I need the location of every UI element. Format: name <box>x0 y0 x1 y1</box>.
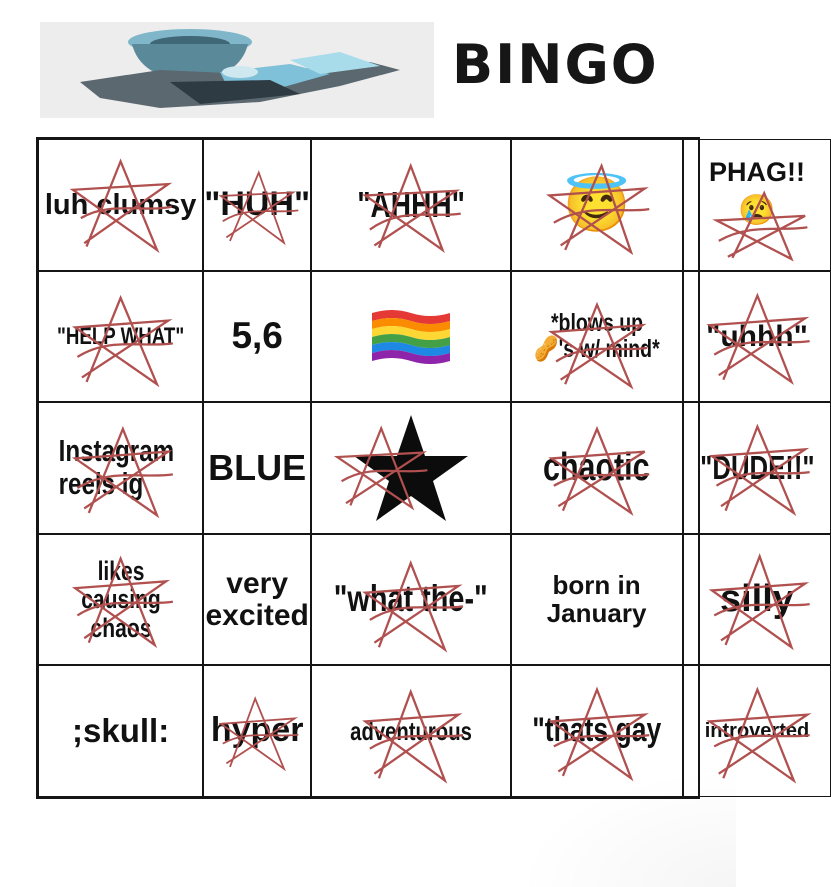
bingo-cell[interactable] <box>38 271 203 403</box>
bingo-cell[interactable] <box>511 402 683 534</box>
cell-label: "uhhh" <box>706 319 808 353</box>
bingo-title: BINGO <box>452 33 659 96</box>
bingo-cell[interactable] <box>203 402 311 534</box>
bingo-cell[interactable] <box>311 665 510 797</box>
cell-label: "what the-" <box>333 578 488 620</box>
cell-label: 5,6 <box>231 314 283 356</box>
bingo-cell[interactable] <box>311 402 510 534</box>
cell-label: born in January <box>546 570 647 628</box>
cell-label: "thats gay <box>532 711 662 750</box>
bingo-cell[interactable] <box>203 665 311 797</box>
bingo-cell[interactable] <box>683 402 831 534</box>
cell-label: BLUE <box>208 447 307 489</box>
bingo-grid <box>36 137 815 799</box>
crying-face-icon: 😢 <box>738 194 776 228</box>
cell-label: ;skull: <box>72 711 170 749</box>
cell-label: adventurous <box>349 715 472 746</box>
bingo-cell[interactable] <box>511 271 683 403</box>
cell-label: PHAG!! <box>708 157 805 187</box>
bingo-cell[interactable] <box>511 534 683 666</box>
bingo-cell[interactable] <box>683 139 831 271</box>
cell-label: hyper <box>210 711 304 750</box>
cell-label: luh clumsy <box>44 188 197 221</box>
cell-label: introverted <box>704 719 810 742</box>
cell-label: likes causing chaos <box>80 556 161 643</box>
bingo-cell[interactable] <box>38 139 203 271</box>
page-corner-shade <box>516 767 736 887</box>
cell-label: "HELP WHAT" <box>56 322 185 350</box>
bingo-cell[interactable] <box>683 534 831 666</box>
bingo-cell[interactable] <box>683 271 831 403</box>
bingo-cell[interactable] <box>203 534 311 666</box>
bingo-cell[interactable] <box>511 139 683 271</box>
bingo-cell[interactable] <box>38 534 203 666</box>
black-star-icon <box>352 413 470 523</box>
cell-label: "HUH" <box>204 184 311 223</box>
smiling-face-with-halo-icon: 😇 <box>562 174 631 235</box>
header-image <box>40 22 434 118</box>
cell-label: "AHHH" <box>356 183 465 225</box>
cell-label: "DUDE!!" <box>699 448 815 486</box>
cell-label: *blows up 🥜's w/ mind* <box>533 309 660 364</box>
bingo-cell[interactable] <box>311 139 510 271</box>
spinning-top-graphic-icon <box>40 22 434 118</box>
cell-label: Instagram reels ig <box>58 433 174 501</box>
cell-label: very excited <box>205 567 309 632</box>
cell-label: chaotic <box>543 445 650 489</box>
bingo-cell[interactable] <box>311 271 510 403</box>
bingo-cell[interactable] <box>38 402 203 534</box>
cell-label: silly <box>719 577 794 620</box>
bingo-cell[interactable] <box>311 534 510 666</box>
bingo-cell[interactable] <box>203 271 311 403</box>
bingo-cell[interactable] <box>38 665 203 797</box>
bingo-cell[interactable] <box>203 139 311 271</box>
rainbow-flag-icon <box>368 307 454 365</box>
